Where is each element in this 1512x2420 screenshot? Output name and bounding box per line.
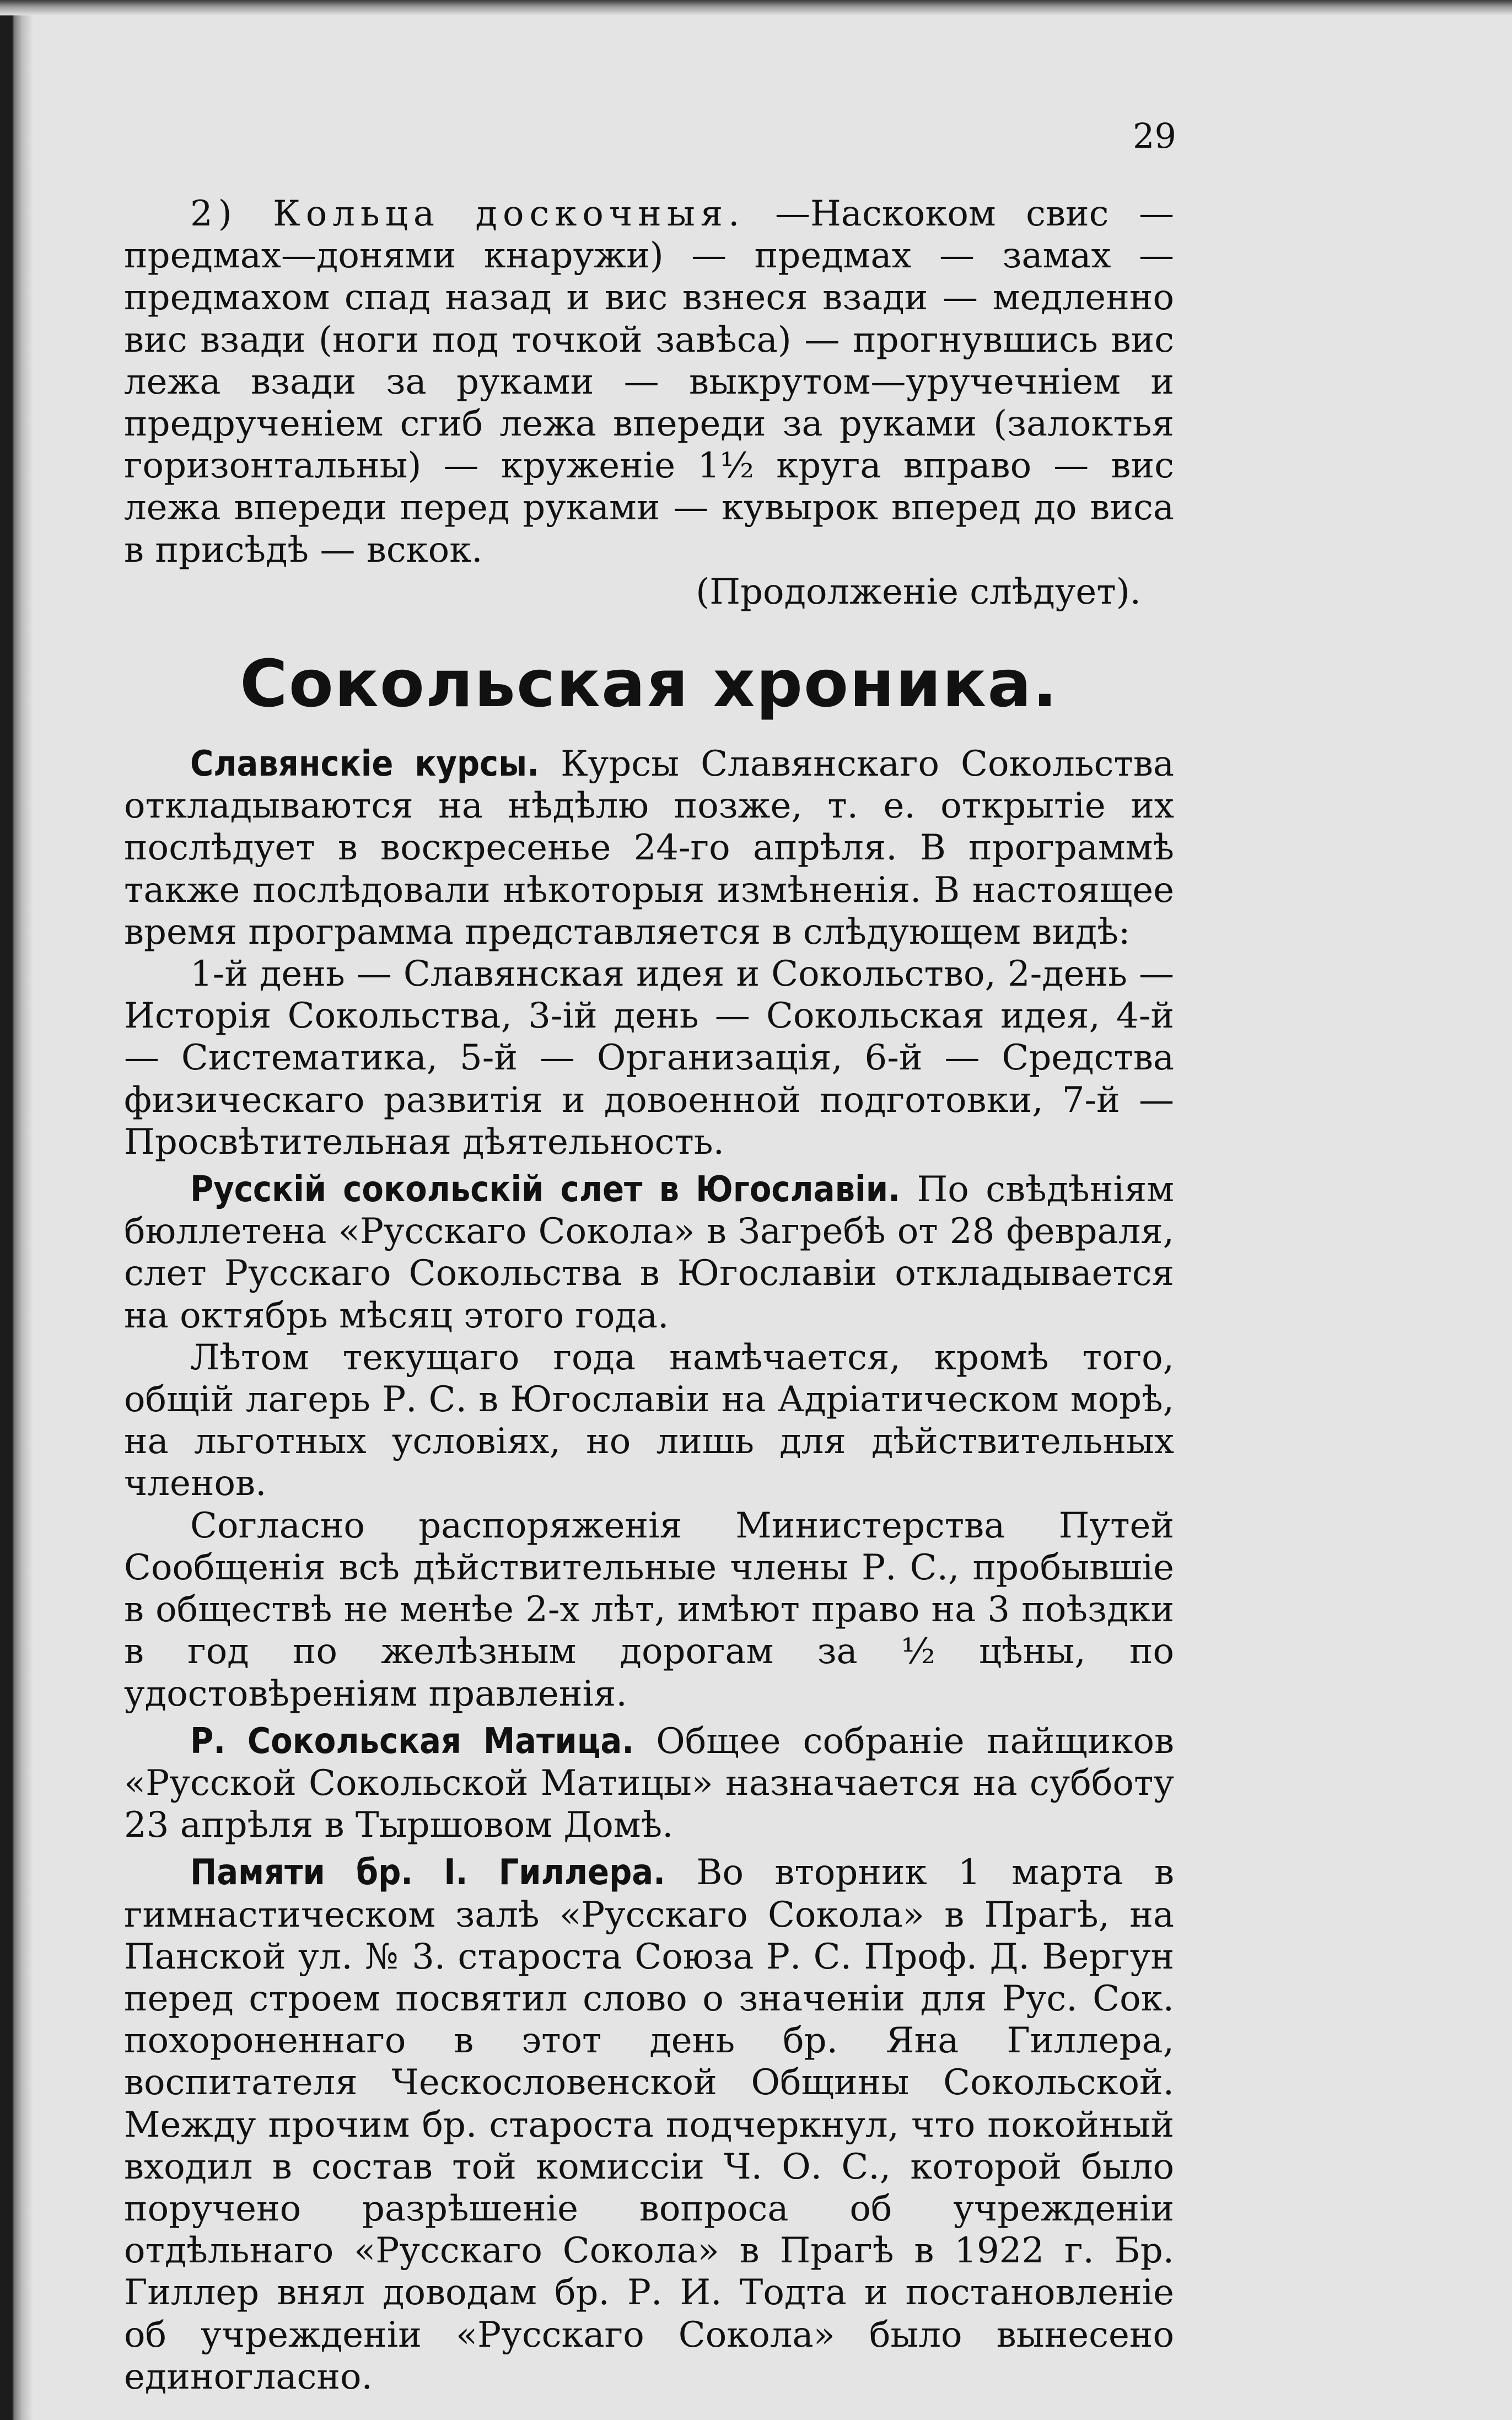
railway-discount-paragraph: Согласно распоряженія Министерства Путей Сообщенія всѣ дѣйствительные члены Р. С., пробывшіе в обществѣ не менѣе 2-х лѣт, имѣют право на 3 поѣздки в год по желѣзным дорогам за ½ цѣны, по удостовѣреніям правленія. <box>124 1505 1174 1714</box>
giller-paragraph <box>124 1852 1174 2398</box>
matica-text: Общее собраніе пайщиков «Русской Сокольской Матицы» назначается на субботу 23 апрѣля в Тыршовом Домѣ. <box>124 1720 1175 1846</box>
slavic-courses-title: Славянскіе курсы. <box>190 744 540 785</box>
yugoslavia-rally-title: Русскій сокольскій слет в Югославіи. <box>190 1169 900 1211</box>
matica-paragraph <box>124 1720 1174 1847</box>
page-body <box>124 110 1174 2398</box>
giller-title: Памяти бр. І. Гиллера. <box>190 1852 666 1894</box>
yugoslavia-rally-text: По свѣдѣніям бюллетена «Русскаго Сокола» в Загребѣ от 28 февраля, слет Русскаго Сокольства в Югославіи откладывается на октябрь мѣсяц этого года. <box>124 1169 1175 1336</box>
slavic-courses-paragraph <box>124 743 1174 953</box>
scan-top-edge <box>0 0 1512 15</box>
yugoslavia-rally-paragraph <box>124 1169 1174 1337</box>
giller-text: Во вторник 1 марта в гимнастическом залѣ «Русскаго Сокола» в Прагѣ, на Панской ул. № 3. староста Союза Р. С. Проф. Д. Вергун перед строем посвятил слово о значеніи для Рус. Сок. похороненнаго в этот день бр. Яна Гиллера, воспитателя Ческословенской Общины Сокольской. Между прочим бр. староста подчеркнул, что покойный входил в состав той комиссіи Ч. О. С., которой было поручено разрѣшеніе вопроса об учрежденіи отдѣльнаго «Русскаго Сокола» в Прагѣ в 1922 г. Бр. Гиллер внял доводам бр. Р. И. Тодта и постановленіе об учрежденіи «Русскаго Сокола» было вынесено единогласно. <box>124 1852 1174 2397</box>
exercise-label: 2) Кольца доскочныя. <box>190 193 745 234</box>
continued-note: (Продолженіе слѣдует). <box>696 571 1141 612</box>
page-number: 29 <box>1133 116 1176 156</box>
section-heading: Сокольская хроника. <box>240 646 1058 722</box>
scan-binding-edge <box>0 0 33 2420</box>
yugoslavia-camp-paragraph: Лѣтом текущаго года намѣчается, кромѣ того, общій лагерь Р. С. в Югославіи на Адріатическом морѣ, на льготных условіях, но лишь для дѣйствительных членов. <box>124 1337 1174 1504</box>
slavic-courses-program: 1-й день — Славянская идея и Сокольство, 2-день — Исторія Сокольства, 3-ій день — Сокольская идея, 4-й — Систематика, 5-й — Организація, 6-й — Средства физическаго развитія и довоенной подготовки, 7-й — Просвѣтительная дѣятельность. <box>124 954 1174 1163</box>
exercise-paragraph <box>124 193 1174 571</box>
exercise-text: —Наскоком свис — предмах—донями кнаружи) — предмах — замах —предмахом спад назад и вис взнеся взади — медленно вис взади (ноги под точкой завѣса) — прогнувшись вис лежа взади за руками — выкрутом—уручечніем и предрученіем сгиб лежа впереди за руками (залоктья горизонтальны) — круженіе 1½ круга вправо — вис лежа впереди перед руками — кувырок вперед до виса в присѣдѣ — вскок. <box>124 193 1175 571</box>
matica-title: Р. Сокольская Матица. <box>190 1720 634 1762</box>
slavic-courses-text: Курсы Славянскаго Сокольства откладываются на нѣдѣлю позже, т. е. открытіе их послѣдует в воскресенье 24-го апрѣля. В программѣ также послѣдовали нѣкоторыя измѣненія. В настоящее время программа представляется в слѣдующем видѣ: <box>124 744 1174 953</box>
